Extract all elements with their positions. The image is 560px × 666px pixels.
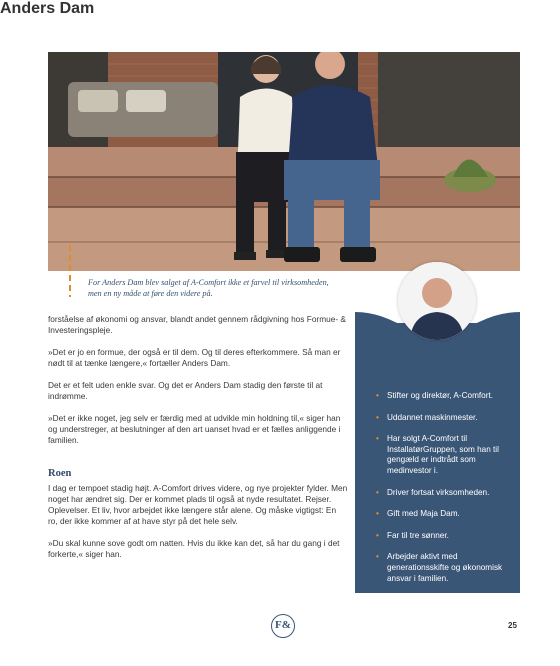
paragraph: Det er et felt uden enkle svar. Og det er Anders Dam stadig den første til at indrømme. bbox=[48, 379, 323, 402]
article-body bbox=[48, 314, 348, 571]
paragraph: »Det er ikke noget, jeg selv er færdig med at udvikle min holdning til,« siger han og understreger, at beslutninger af den art uanset hvad er et fælles anliggende i familien. bbox=[48, 412, 341, 446]
paragraph: »Du skal kunne sove godt om natten. Hvis du ikke kan det, så har du gang i det forkerte,« siger han. bbox=[48, 537, 340, 560]
publication-logo: F& bbox=[271, 614, 295, 638]
list-item: • Uddannet maskinmester. bbox=[376, 412, 478, 422]
page-number: 25 bbox=[508, 621, 517, 630]
caption-accent-line bbox=[69, 245, 71, 297]
paragraph: forståelse af økonomi og ansvar, blandt andet gennem rådgivning hos Formue- & Investeringspleje. bbox=[48, 314, 346, 336]
bullet-icon: • bbox=[376, 434, 379, 444]
photo-caption: For Anders Dam blev salget af A-Comfort ikke et farvel til virksomheden, men en ny måde at føre den videre på. bbox=[88, 278, 329, 298]
bullet-icon: • bbox=[376, 487, 379, 497]
list-item: • Gift med Maja Dam. bbox=[376, 509, 460, 519]
section-heading: Roen bbox=[48, 468, 72, 480]
bullet-icon: • bbox=[376, 530, 379, 540]
hero-photo bbox=[48, 52, 520, 271]
bullet-icon: • bbox=[376, 552, 379, 562]
list-item: • Stifter og direktør, A-Comfort. bbox=[376, 391, 494, 400]
list-item: • Har solgt A-Comfort til InstallatørGruppen, som han til gengæld er indtrådt som medinvestor i. bbox=[376, 434, 499, 475]
list-item: • Arbejder aktivt med generationsskifte og økonomisk ansvar i familien. bbox=[376, 552, 503, 583]
bullet-icon: • bbox=[376, 412, 379, 422]
paragraph: I dag er tempoet stadig højt. A-Comfort drives videre, og nye projekter fylder. Men noget har ændret sig. Der er kommet plads til også at nyde resultatet. Rejser. Oplevelser. Et liv, hvor arbejdet ikke længere står alene. Og måske vigtigst: En ro, der ikke kommer af at have styr på det hele selv. bbox=[48, 482, 348, 527]
avatar bbox=[398, 262, 476, 340]
paragraph: »Det er jo en formue, der også er til dem. Og til deres efterkommere. Så man er nødt til at tænke længere,« fortæller Anders Dam. bbox=[48, 346, 341, 369]
list-item: • Far til tre sønner. bbox=[376, 530, 449, 540]
fact-box-title: Anders Dam bbox=[0, 0, 95, 17]
bullet-icon: • bbox=[376, 509, 379, 519]
couple-on-steps-image bbox=[48, 52, 520, 271]
list-item: • Driver fortsat virksomheden. bbox=[376, 487, 490, 497]
bullet-icon: • bbox=[376, 391, 379, 400]
fact-list bbox=[376, 391, 511, 595]
